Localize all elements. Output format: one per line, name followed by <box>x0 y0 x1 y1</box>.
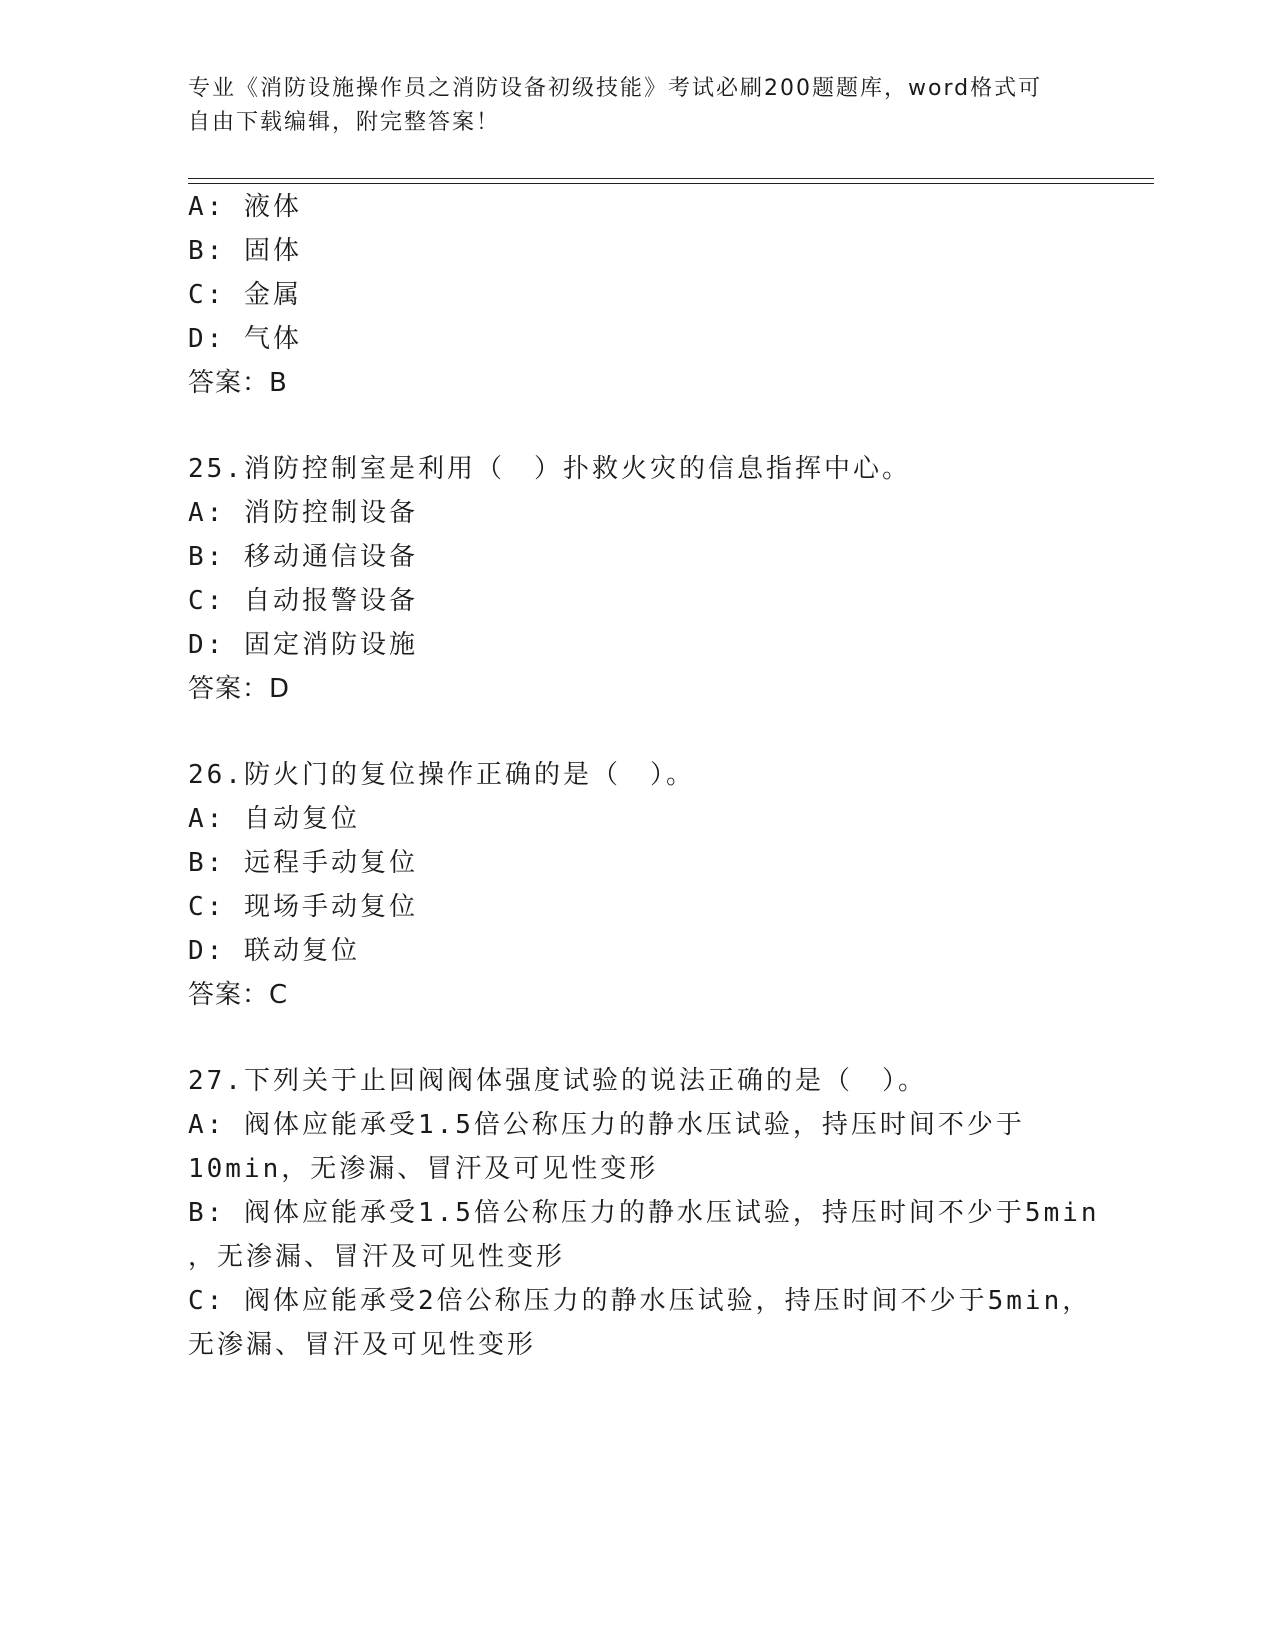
q27-option-b-line-1: B: 阀体应能承受1.5倍公称压力的静水压试验，持压时间不少于5min <box>188 1198 1100 1228</box>
q27-option-a-line-1: A: 阀体应能承受1.5倍公称压力的静水压试验，持压时间不少于 <box>188 1110 1025 1140</box>
q26-option-b: B: 远程手动复位 <box>188 848 418 878</box>
q26-answer: 答案：C <box>188 980 289 1010</box>
q25-option-d: D: 固定消防设施 <box>188 630 418 660</box>
q25-answer: 答案：D <box>188 674 291 704</box>
q27-stem: 27.下列关于止回阀阀体强度试验的说法正确的是（ ）。 <box>188 1066 927 1096</box>
q27-option-c-line-2: 无渗漏、冒汗及可见性变形 <box>188 1330 537 1360</box>
q27-option-b-line-2: ，无渗漏、冒汗及可见性变形 <box>188 1242 566 1272</box>
q26-option-d: D: 联动复位 <box>188 936 360 966</box>
q24-option-b: B: 固体 <box>188 236 302 266</box>
header-line-2: 自由下载编辑，附完整答案！ <box>188 110 501 135</box>
q25-option-a: A: 消防控制设备 <box>188 498 418 528</box>
q25-option-b: B: 移动通信设备 <box>188 542 418 572</box>
q25-option-c: C: 自动报警设备 <box>188 586 418 616</box>
document-header <box>188 72 1088 140</box>
q24-option-a: A: 液体 <box>188 192 302 222</box>
header-divider-bottom <box>188 183 1154 184</box>
q26-option-a: A: 自动复位 <box>188 804 360 834</box>
q27-option-c-line-1: C: 阀体应能承受2倍公称压力的静水压试验，持压时间不少于5min， <box>188 1286 1092 1316</box>
q27-option-a-line-2: 10min，无渗漏、冒汗及可见性变形 <box>188 1154 659 1184</box>
q24-answer: 答案：B <box>188 368 288 398</box>
q26-option-c: C: 现场手动复位 <box>188 892 418 922</box>
header-line-1: 专业《消防设施操作员之消防设备初级技能》考试必刷200题题库，word格式可 <box>188 76 1043 101</box>
header-divider-top <box>188 178 1154 179</box>
q26-stem: 26.防火门的复位操作正确的是（ ）。 <box>188 760 695 790</box>
q24-option-c: C: 金属 <box>188 280 302 310</box>
q25-stem: 25.消防控制室是利用（ ）扑救火灾的信息指挥中心。 <box>188 454 911 484</box>
q24-option-d: D: 气体 <box>188 324 302 354</box>
